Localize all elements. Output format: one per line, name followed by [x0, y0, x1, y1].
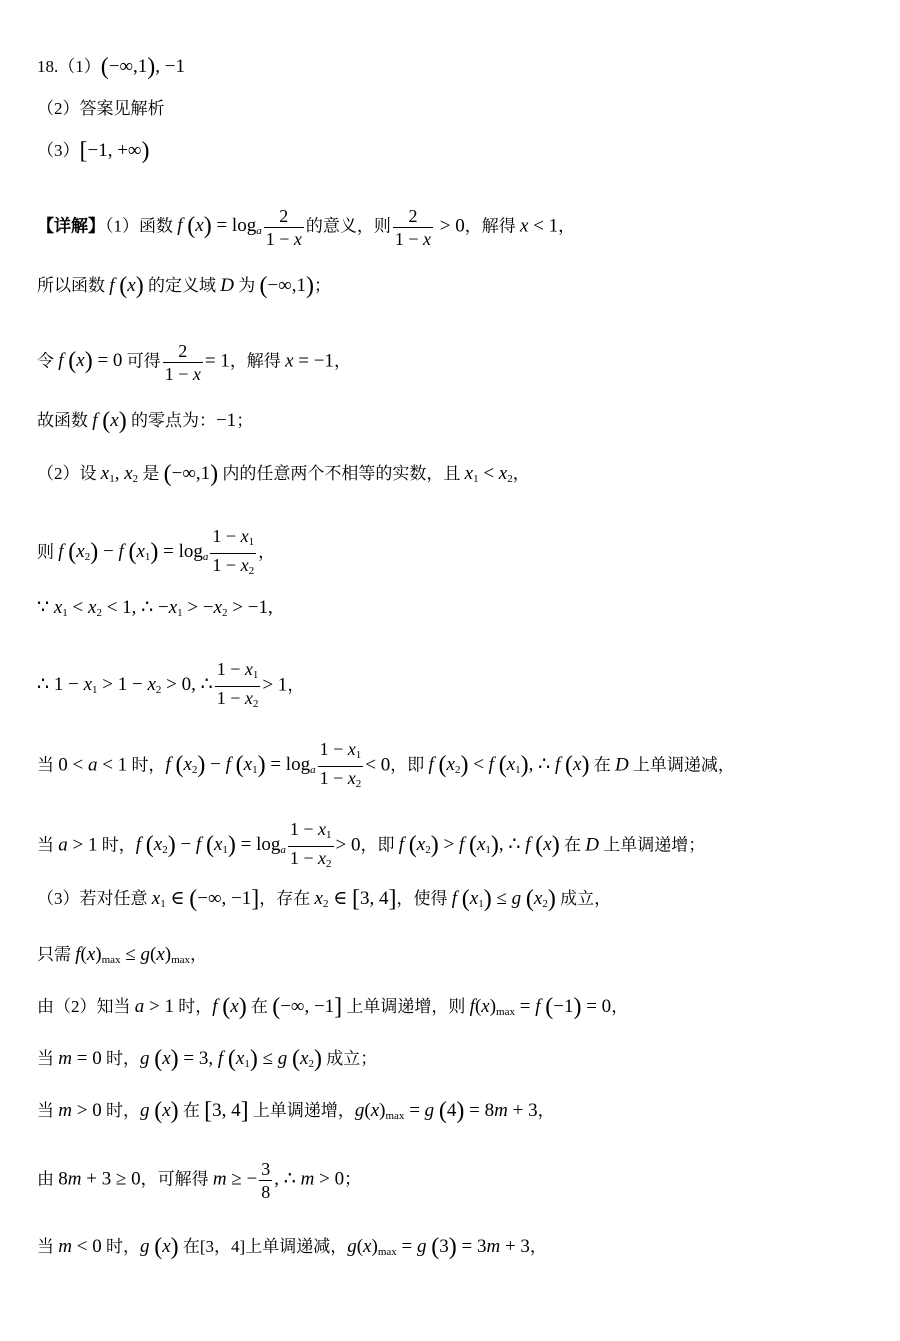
answer-part-2: （2）答案见解析 [37, 99, 165, 118]
solution-m-eq-0: 当 m = 0 时，g (x) = 3, f $(x_1) \le g$ $(x_2)$ 成立； [37, 1046, 378, 1072]
solution-because: ∵ $x_1 < x_2 < 1$, ∴ $-x_1 > -x_2 > -1$, [37, 597, 273, 619]
solution-therefore: ∴ $1 - x_1 > 1 - x_2 > 0$, ∴ $\frac{1 - x_1}{1 - x_2}$ > 1， [37, 659, 305, 710]
solution-part2-setup: （2）设 $x_1$, $x_2$ 是 (−∞,1) 内的任意两个不相等的实数，且 $x_1 < x_2$， [37, 461, 530, 487]
solution-diff: 则 f $(x_2) - f$ $(x_1) = \log_a$ $\frac{1 - x_1}{1 - x_2}$ ， [37, 526, 276, 577]
answer-part-1: 18.（1）(−∞,1), −1 [37, 54, 185, 80]
solution-zero-eq: 令 f (x) = 0 可得 $\frac{2}{1 - x}$ = 1，解得 x = −1， [37, 341, 351, 384]
solution-step-domain: 【详解】（1）函数 f $(x) = \log_a$ $\frac{2}{1 - x}$ 的意义，则 $\frac{2}{1 - x}$ > 0，解得 x < 1， [37, 206, 576, 249]
answer-part-3: （3）[−1, +∞) [37, 138, 150, 164]
solution-zero-point: 故函数 f (x) 的零点为：−1； [37, 408, 254, 434]
solution-m-gt-0: 当 m > 0 时，g (x) 在 [3, 4] 上单调递增，$g(x)_{max} = g$ (4) = 8m + 3， [37, 1098, 555, 1124]
solution-need: 只需 $f(x)_{max} \le g(x)_{max}$， [37, 944, 208, 966]
solution-case-a-gt-1: 当 a > 1 时，f $(x_2) - f$ $(x_1) = \log_a$ $\frac{1 - x_1}{1 - x_2}$ > 0，即 f $(x_2) > f$ $(x_1)$, ∴ f (x) 在 D 上单调递增； [37, 819, 706, 870]
solution-m-lt-0: 当 m < 0 时，g (x) 在[3，4]上单调递减，$g(x)_{max} = g$ (3) = 3m + 3， [37, 1234, 547, 1260]
solution-solve-m: 由 8m + 3 ≥ 0，可解得 m ≥ − $\frac{3}{8}$ , ∴ m > 0； [37, 1159, 362, 1202]
solution-fmax: 由（2）知当 a > 1 时，f (x) 在 (−∞, −1] 上单调递增，则 $f(x)_{max} = f$ (−1) = 0， [37, 994, 629, 1020]
solution-part3-setup: （3）若对任意 $x_1$ ∈ (−∞, −1]，存在 $x_2$ ∈ [3, 4]，使得 f $(x_1) \le g$ $(x_2)$ 成立， [37, 886, 612, 912]
solution-case-a-lt-1: 当 0 < a < 1 时，f $(x_2) - f$ $(x_1) = \log_a$ $\frac{1 - x_1}{1 - x_2}$ < 0，即 f $(x_2) < f$ $(x_1)$, ∴ f (x) 在 D 上单调递减， [37, 739, 735, 790]
solution-domain: 所以函数 f (x) 的定义域 D 为 (−∞,1)； [37, 273, 331, 299]
